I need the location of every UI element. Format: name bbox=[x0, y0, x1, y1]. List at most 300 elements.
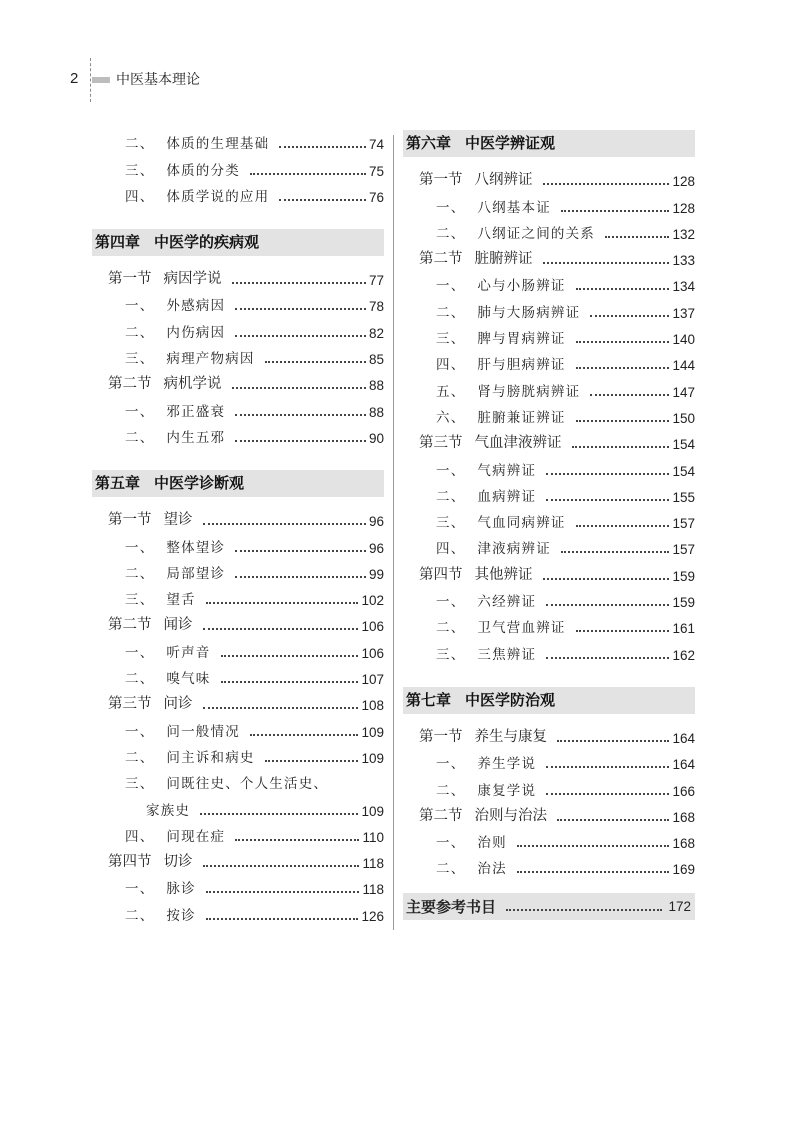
page-number: 2 bbox=[70, 70, 79, 87]
subsection-entry[interactable] bbox=[403, 220, 695, 246]
chapter-heading[interactable] bbox=[92, 470, 384, 497]
section-entry[interactable] bbox=[92, 612, 384, 638]
entry-number: 二、 bbox=[436, 488, 466, 505]
subsection-entry[interactable] bbox=[92, 586, 384, 612]
entry-text bbox=[108, 850, 193, 875]
entry-number: 四、 bbox=[436, 357, 466, 374]
page-ref: 109 bbox=[361, 803, 384, 819]
entry-number: 三、 bbox=[125, 592, 155, 609]
section-entry[interactable] bbox=[403, 724, 695, 750]
entry-title: 外感病因 bbox=[166, 298, 226, 315]
subsection-entry[interactable] bbox=[92, 717, 384, 743]
dot-leader bbox=[590, 394, 669, 396]
entry-number: 五、 bbox=[436, 383, 466, 400]
subsection-entry[interactable] bbox=[92, 665, 384, 691]
entry-title: 血病辨证 bbox=[477, 488, 537, 505]
subsection-entry[interactable] bbox=[92, 292, 384, 318]
dot-leader bbox=[206, 891, 360, 893]
entry-number: 一、 bbox=[436, 462, 466, 479]
entry-text bbox=[419, 168, 533, 193]
entry-number: 二、 bbox=[436, 861, 466, 878]
page-ref: 88 bbox=[368, 378, 384, 394]
entry-text bbox=[125, 825, 225, 849]
entry-number: 第二节 bbox=[108, 376, 152, 393]
page-ref: 118 bbox=[362, 882, 384, 898]
entry-text bbox=[436, 353, 566, 377]
entry-text bbox=[108, 372, 222, 397]
subsection-entry[interactable] bbox=[403, 776, 695, 802]
entry-number: 一、 bbox=[436, 199, 466, 216]
section-entry[interactable] bbox=[403, 561, 695, 587]
entry-text bbox=[436, 196, 551, 220]
subsection-entry[interactable] bbox=[403, 377, 695, 403]
page-ref: 140 bbox=[672, 332, 695, 348]
entry-text bbox=[125, 400, 225, 424]
chapter-heading[interactable] bbox=[92, 229, 384, 256]
entry-number: 第三节 bbox=[108, 696, 152, 713]
entry-text bbox=[125, 294, 225, 318]
entry-text bbox=[108, 613, 193, 638]
section-entry[interactable] bbox=[403, 803, 695, 829]
entry-text bbox=[436, 779, 536, 803]
entry-title: 局部望诊 bbox=[166, 565, 226, 582]
entry-text bbox=[125, 321, 225, 345]
entry-text bbox=[125, 159, 240, 183]
subsection-entry[interactable] bbox=[403, 509, 695, 535]
entry-title: 治则 bbox=[477, 835, 507, 852]
entry-title: 切诊 bbox=[163, 854, 193, 871]
dot-leader bbox=[206, 602, 359, 604]
dot-leader bbox=[235, 335, 366, 337]
entry-number: 一、 bbox=[436, 835, 466, 852]
entry-title: 八纲基本证 bbox=[477, 199, 551, 216]
page-ref: 102 bbox=[361, 593, 384, 609]
entry-title: 康复学说 bbox=[477, 782, 537, 799]
toc-left-column bbox=[92, 130, 384, 928]
entry-text bbox=[108, 508, 193, 533]
entry-number: 一、 bbox=[436, 594, 466, 611]
page-ref: 159 bbox=[672, 568, 695, 584]
entry-number: 二、 bbox=[125, 749, 155, 766]
subsection-entry[interactable] bbox=[403, 614, 695, 640]
dot-leader bbox=[546, 793, 669, 795]
entry-number: 二、 bbox=[125, 429, 155, 446]
entry-title: 其他辨证 bbox=[474, 566, 533, 583]
entry-number: 三、 bbox=[436, 331, 466, 348]
dot-leader bbox=[250, 173, 366, 175]
entry-title: 邪正盛衰 bbox=[166, 403, 226, 420]
entry-text bbox=[436, 752, 536, 776]
page-ref: 133 bbox=[672, 253, 695, 269]
page-ref: 147 bbox=[672, 384, 695, 400]
entry-number: 一、 bbox=[125, 644, 155, 661]
dot-leader bbox=[590, 315, 669, 317]
page-ref: 134 bbox=[672, 279, 695, 295]
page-ref: 154 bbox=[672, 463, 695, 479]
page-ref: 88 bbox=[368, 404, 384, 420]
entry-text bbox=[419, 804, 547, 829]
entry-title: 体质的生理基础 bbox=[166, 136, 270, 153]
chapter-title: 中医学防治观 bbox=[465, 690, 556, 709]
dot-leader bbox=[200, 813, 358, 815]
entry-number: 一、 bbox=[125, 403, 155, 420]
subsection-entry[interactable] bbox=[403, 193, 695, 219]
entry-text bbox=[436, 274, 566, 298]
entry-text bbox=[436, 831, 507, 855]
subsection-entry[interactable] bbox=[403, 640, 695, 666]
subsection-entry[interactable] bbox=[92, 901, 384, 927]
page-ref: 132 bbox=[672, 226, 695, 242]
entry-number: 四、 bbox=[436, 541, 466, 558]
dot-leader bbox=[232, 387, 366, 389]
subsection-entry[interactable] bbox=[403, 483, 695, 509]
entry-text bbox=[125, 426, 225, 450]
entry-text bbox=[419, 431, 562, 456]
page-ref: 106 bbox=[361, 645, 384, 661]
page-ref: 74 bbox=[368, 137, 384, 153]
dot-leader bbox=[279, 146, 366, 148]
section-entry[interactable] bbox=[92, 849, 384, 875]
entry-text bbox=[125, 746, 255, 770]
subsection-entry[interactable] bbox=[403, 351, 695, 377]
book-title: 中医基本理论 bbox=[116, 72, 200, 88]
page-ref: 110 bbox=[362, 829, 384, 845]
dot-leader bbox=[265, 361, 366, 363]
entry-number: 三、 bbox=[436, 646, 466, 663]
header-bar-ornament bbox=[92, 77, 110, 83]
section-entry[interactable] bbox=[92, 371, 384, 397]
entry-title: 气血同病辨证 bbox=[477, 515, 566, 532]
dot-leader bbox=[576, 341, 670, 343]
page-ref: 85 bbox=[368, 352, 384, 368]
entry-number: 二、 bbox=[436, 782, 466, 799]
dot-leader bbox=[206, 918, 359, 920]
entry-number: 三、 bbox=[125, 776, 155, 793]
section-entry[interactable] bbox=[92, 266, 384, 292]
dot-leader bbox=[605, 236, 669, 238]
entry-text bbox=[436, 643, 536, 667]
page-ref: 166 bbox=[672, 783, 695, 799]
subsection-entry[interactable] bbox=[403, 325, 695, 351]
entry-text bbox=[125, 562, 225, 586]
page-ref: 108 bbox=[361, 698, 384, 714]
entry-number: 四、 bbox=[125, 828, 155, 845]
dot-leader bbox=[546, 604, 669, 606]
entry-number: 二、 bbox=[436, 225, 466, 242]
dot-leader bbox=[557, 740, 669, 742]
dot-leader bbox=[235, 308, 366, 310]
chapter-heading[interactable] bbox=[403, 687, 695, 714]
entry-number: 四、 bbox=[125, 188, 155, 205]
entry-number: 三、 bbox=[125, 351, 155, 368]
entry-text bbox=[125, 772, 328, 796]
entry-number: 第四节 bbox=[419, 566, 463, 583]
page-ref: 107 bbox=[361, 672, 384, 688]
entry-title: 肝与胆病辨证 bbox=[477, 357, 566, 374]
chapter-number: 第六章 bbox=[406, 134, 452, 152]
dot-leader bbox=[517, 871, 670, 873]
section-gap bbox=[403, 667, 695, 687]
subsection-entry[interactable] bbox=[92, 397, 384, 423]
entry-title: 内生五邪 bbox=[166, 429, 226, 446]
entry-title: 三焦辨证 bbox=[477, 646, 537, 663]
entry-text bbox=[436, 857, 507, 881]
entry-number: 二、 bbox=[125, 324, 155, 341]
dot-leader bbox=[250, 734, 359, 736]
chapter-number: 第七章 bbox=[406, 690, 452, 709]
entry-title: 问既往史、个人生活史、 bbox=[166, 776, 329, 793]
subsection-entry[interactable] bbox=[403, 456, 695, 482]
dot-leader bbox=[221, 681, 359, 683]
subsection-entry[interactable] bbox=[92, 156, 384, 182]
section-entry[interactable] bbox=[92, 691, 384, 717]
entry-title: 望诊 bbox=[163, 512, 193, 529]
entry-title: 问一般情况 bbox=[166, 723, 240, 740]
entry-title: 嗅气味 bbox=[166, 671, 211, 688]
subsection-entry-continuation[interactable] bbox=[92, 796, 384, 822]
entry-number: 二、 bbox=[125, 136, 155, 153]
entry-text bbox=[436, 222, 595, 246]
entry-title: 体质的分类 bbox=[166, 162, 240, 179]
entry-number: 第二节 bbox=[419, 251, 463, 268]
dot-leader bbox=[546, 499, 669, 501]
subsection-entry[interactable] bbox=[92, 424, 384, 450]
page-ref: 76 bbox=[368, 189, 384, 205]
section-entry[interactable] bbox=[403, 246, 695, 272]
subsection-entry[interactable] bbox=[403, 272, 695, 298]
subsection-entry[interactable] bbox=[92, 130, 384, 156]
chapter-title: 中医学的疾病观 bbox=[154, 232, 260, 251]
entry-title: 心与小肠辨证 bbox=[477, 278, 566, 295]
page-ref: 144 bbox=[672, 358, 695, 374]
chapter-number: 第四章 bbox=[95, 232, 141, 251]
entry-title: 治法 bbox=[477, 861, 507, 878]
dot-leader bbox=[543, 262, 670, 264]
entry-title: 病机学说 bbox=[163, 376, 222, 393]
section-entry[interactable] bbox=[403, 167, 695, 193]
entry-number: 第一节 bbox=[419, 728, 463, 745]
page-ref: 159 bbox=[672, 595, 695, 611]
page-ref: 128 bbox=[672, 200, 695, 216]
entry-text bbox=[125, 720, 240, 744]
entry-text bbox=[419, 247, 533, 272]
entry-text bbox=[125, 588, 196, 612]
entry-number: 一、 bbox=[125, 298, 155, 315]
entry-number: 一、 bbox=[125, 723, 155, 740]
dot-leader bbox=[557, 819, 669, 821]
dot-leader bbox=[203, 523, 366, 525]
dot-leader bbox=[576, 525, 670, 527]
column-divider bbox=[393, 135, 394, 930]
entry-number: 二、 bbox=[436, 304, 466, 321]
page-ref: 77 bbox=[368, 273, 384, 289]
subsection-entry[interactable] bbox=[92, 638, 384, 664]
subsection-entry[interactable] bbox=[403, 855, 695, 881]
entry-title: 脏腑辨证 bbox=[474, 251, 533, 268]
entry-text bbox=[125, 536, 225, 560]
entry-text bbox=[125, 667, 211, 691]
dot-leader bbox=[203, 707, 359, 709]
page-ref: 157 bbox=[672, 542, 695, 558]
dot-leader bbox=[561, 210, 670, 212]
page-ref: 172 bbox=[668, 899, 691, 915]
subsection-entry[interactable] bbox=[403, 404, 695, 430]
entry-title: 内伤病因 bbox=[166, 324, 226, 341]
subsection-entry[interactable] bbox=[92, 560, 384, 586]
section-entry[interactable] bbox=[403, 430, 695, 456]
chapter-heading[interactable] bbox=[403, 130, 695, 157]
header-dashed-rule bbox=[90, 58, 91, 102]
entry-number: 第二节 bbox=[108, 617, 152, 634]
entry-title: 听声音 bbox=[166, 644, 211, 661]
subsection-entry[interactable] bbox=[403, 535, 695, 561]
entry-title: 闻诊 bbox=[163, 617, 193, 634]
subsection-entry[interactable] bbox=[403, 588, 695, 614]
subsection-entry[interactable] bbox=[92, 823, 384, 849]
entry-text bbox=[125, 904, 196, 928]
entry-title: 八纲证之间的关系 bbox=[477, 225, 596, 242]
entry-text bbox=[436, 485, 536, 509]
entry-title: 脉诊 bbox=[166, 881, 196, 898]
entry-title: 体质学说的应用 bbox=[166, 188, 270, 205]
entry-title: 问诊 bbox=[163, 696, 193, 713]
page-ref: 162 bbox=[672, 647, 695, 663]
entry-title: 气病辨证 bbox=[477, 462, 537, 479]
entry-number: 第二节 bbox=[419, 807, 463, 824]
entry-number: 三、 bbox=[436, 515, 466, 532]
page-ref: 157 bbox=[672, 516, 695, 532]
entry-text bbox=[436, 459, 536, 483]
entry-number: 二、 bbox=[125, 671, 155, 688]
page-ref: 169 bbox=[672, 862, 695, 878]
section-gap bbox=[92, 209, 384, 229]
dot-leader bbox=[546, 473, 669, 475]
page-ref: 137 bbox=[672, 305, 695, 321]
entry-title: 津液病辨证 bbox=[477, 541, 551, 558]
entry-text bbox=[146, 799, 190, 823]
dot-leader bbox=[203, 628, 359, 630]
section-gap bbox=[92, 450, 384, 470]
entry-text bbox=[436, 537, 551, 561]
page-ref: 90 bbox=[368, 430, 384, 446]
entry-number: 一、 bbox=[125, 881, 155, 898]
page-ref: 155 bbox=[672, 489, 695, 505]
page-ref: 128 bbox=[672, 174, 695, 190]
entry-number: 第一节 bbox=[108, 271, 152, 288]
dot-leader bbox=[576, 288, 670, 290]
entry-number: 二、 bbox=[125, 565, 155, 582]
dot-leader bbox=[517, 845, 670, 847]
page-ref: 126 bbox=[361, 908, 384, 924]
entry-text bbox=[108, 267, 222, 292]
entry-text bbox=[436, 406, 566, 430]
entry-title: 病因学说 bbox=[163, 271, 222, 288]
dot-leader bbox=[232, 282, 366, 284]
entry-text bbox=[436, 380, 580, 404]
entry-title: 脏腑兼证辨证 bbox=[477, 409, 566, 426]
dot-leader bbox=[572, 446, 670, 448]
entry-text bbox=[125, 347, 255, 371]
entry-text bbox=[125, 185, 269, 209]
page-ref: 96 bbox=[368, 540, 384, 556]
entry-text bbox=[125, 877, 196, 901]
subsection-entry[interactable] bbox=[403, 298, 695, 324]
references-title: 主要参考书目 bbox=[406, 898, 497, 917]
entry-title: 问现在症 bbox=[166, 828, 226, 845]
entry-title: 脾与胃病辨证 bbox=[477, 331, 566, 348]
entry-title: 问主诉和病史 bbox=[166, 749, 255, 766]
entry-title: 整体望诊 bbox=[166, 539, 226, 556]
entry-text bbox=[108, 692, 193, 717]
page-ref: 109 bbox=[361, 724, 384, 740]
dot-leader bbox=[576, 630, 670, 632]
page-ref: 168 bbox=[672, 809, 695, 825]
dot-leader bbox=[235, 414, 366, 416]
subsection-entry[interactable] bbox=[92, 744, 384, 770]
dot-leader bbox=[279, 199, 366, 201]
subsection-entry[interactable] bbox=[92, 770, 384, 796]
subsection-entry[interactable] bbox=[92, 875, 384, 901]
entry-title: 望舌 bbox=[166, 592, 196, 609]
page-ref: 150 bbox=[672, 410, 695, 426]
page-ref: 82 bbox=[368, 325, 384, 341]
page-ref: 109 bbox=[361, 750, 384, 766]
dot-leader bbox=[576, 420, 670, 422]
dot-leader bbox=[543, 578, 670, 580]
entry-title: 气血津液辨证 bbox=[474, 435, 562, 452]
subsection-entry[interactable] bbox=[403, 829, 695, 855]
dot-leader bbox=[543, 183, 670, 185]
page-ref: 75 bbox=[368, 163, 384, 179]
section-entry[interactable] bbox=[92, 507, 384, 533]
dot-leader bbox=[235, 576, 366, 578]
entry-text bbox=[125, 641, 211, 665]
page-ref: 168 bbox=[672, 836, 695, 852]
subsection-entry[interactable] bbox=[92, 345, 384, 371]
entry-title: 养生与康复 bbox=[474, 728, 547, 745]
entry-text bbox=[436, 590, 536, 614]
page-ref: 78 bbox=[368, 299, 384, 315]
page-ref: 118 bbox=[362, 856, 384, 872]
dot-leader bbox=[506, 909, 662, 911]
entry-number: 第三节 bbox=[419, 435, 463, 452]
entry-text bbox=[436, 616, 566, 640]
dot-leader bbox=[203, 865, 360, 867]
dot-leader bbox=[576, 367, 670, 369]
page-ref: 96 bbox=[368, 514, 384, 530]
toc-right-column bbox=[403, 130, 695, 920]
subsection-entry[interactable] bbox=[403, 750, 695, 776]
chapter-title: 中医学辨证观 bbox=[465, 134, 556, 152]
references-entry[interactable] bbox=[403, 893, 695, 920]
dot-leader bbox=[546, 766, 669, 768]
dot-leader bbox=[221, 655, 359, 657]
entry-number: 一、 bbox=[436, 278, 466, 295]
dot-leader bbox=[561, 551, 670, 553]
entry-number: 一、 bbox=[436, 756, 466, 773]
dot-leader bbox=[265, 760, 359, 762]
entry-title: 卫气营血辨证 bbox=[477, 620, 566, 637]
subsection-entry[interactable] bbox=[92, 533, 384, 559]
subsection-entry[interactable] bbox=[92, 318, 384, 344]
entry-text bbox=[436, 511, 566, 535]
dot-leader bbox=[235, 550, 366, 552]
chapter-title: 中医学诊断观 bbox=[154, 473, 245, 492]
entry-number: 二、 bbox=[436, 620, 466, 637]
dot-leader bbox=[235, 440, 366, 442]
subsection-entry[interactable] bbox=[92, 183, 384, 209]
entry-number: 第四节 bbox=[108, 854, 152, 871]
